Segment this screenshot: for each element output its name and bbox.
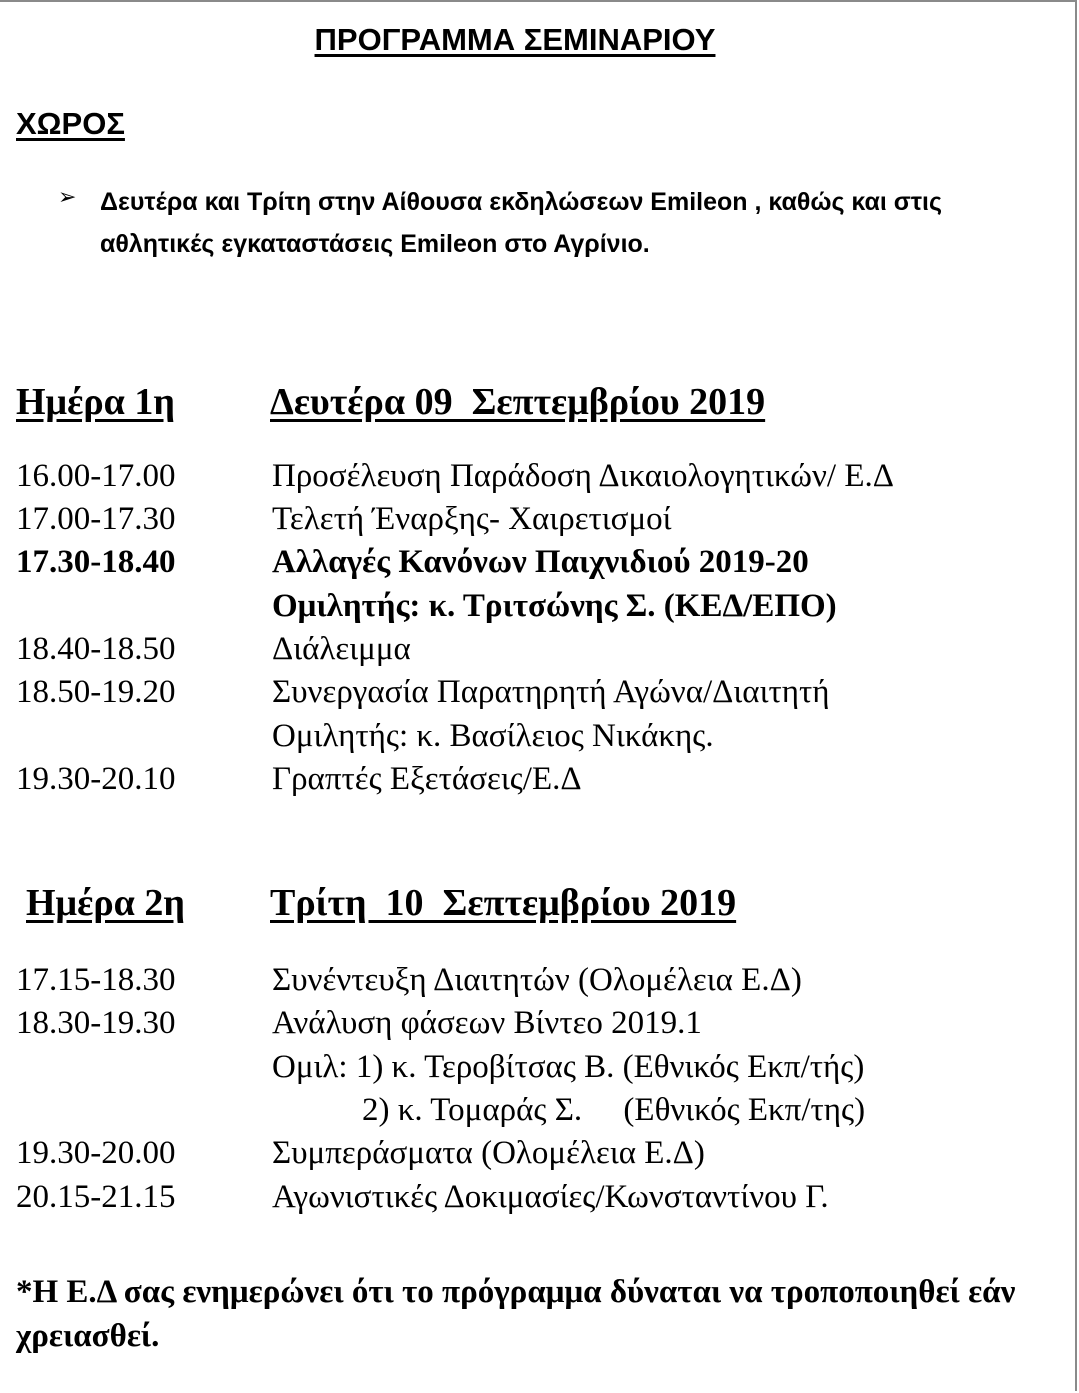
bullet-arrow-icon: ➢ [58,184,77,209]
schedule-item: Ανάλυση φάσεων Βίντεο 2019.1 [272,1005,702,1041]
schedule-time: 17.30-18.40 [16,544,176,580]
venue-text: Δευτέρα και Τρίτη στην Αίθουσα εκδηλώσεων Emileon , καθώς και στις αθλητικές εγκαταστάσεις Emileon στο Αγρίνιο. [100,188,943,258]
day1-date: Δευτέρα 09 Σεπτεμβρίου 2019 [270,381,766,423]
day1-label: Ημέρα 1η [16,381,175,423]
schedule-item: Προσέλευση Παράδοση Δικαιολογητικών/ Ε.Δ [272,458,894,494]
schedule-item: Διάλειμμα [272,631,411,667]
schedule-time: 16.00-17.00 [16,458,176,494]
schedule-time: 17.00-17.30 [16,501,176,537]
schedule-time: 18.40-18.50 [16,631,176,667]
schedule-time: 18.50-19.20 [16,674,176,710]
schedule-speaker: Ομιλητής: κ. Βασίλειος Νικάκης. [272,718,714,754]
day2-label: Ημέρα 2η [26,882,185,924]
schedule-item: Συμπεράσματα (Ολομέλεια Ε.Δ) [272,1135,705,1171]
schedule-item: Αλλαγές Κανόνων Παιχνιδιού 2019-20 [272,544,809,580]
schedule-item: Συνεργασία Παρατηρητή Αγώνα/Διαιτητή [272,674,830,710]
page-title: ΠΡΟΓΡΑΜΜΑ ΣΕΜΙΝΑΡΙΟΥ [314,22,716,57]
schedule-item: Τελετή Έναρξης- Χαιρετισμοί [272,501,672,537]
schedule-time: 20.15-21.15 [16,1179,176,1215]
schedule-item: Γραπτές Εξετάσεις/Ε.Δ [272,761,582,797]
schedule-time: 18.30-19.30 [16,1005,176,1041]
schedule-speaker: 2) κ. Τομαράς Σ. (Εθνικός Εκπ/της) [362,1092,866,1128]
schedule-item: Συνέντευξη Διαιτητών (Ολομέλεια Ε.Δ) [272,962,802,998]
schedule-item: Αγωνιστικές Δοκιμασίες/Κωνσταντίνου Γ. [272,1179,829,1215]
venue-heading: ΧΩΡΟΣ [16,106,125,141]
schedule-time: 19.30-20.00 [16,1135,176,1171]
schedule-speaker: Ομιλητής: κ. Τριτσώνης Σ. (ΚΕΔ/ΕΠΟ) [272,588,837,624]
footnote: *Η Ε.Δ σας ενημερώνει ότι το πρόγραμμα δύναται να τροποποιηθεί εάν χρειασθεί. [16,1274,1016,1354]
day2-date: Τρίτη 10 Σεπτεμβρίου 2019 [270,882,737,924]
schedule-speaker: Ομιλ: 1) κ. Τεροβίτσας Β. (Εθνικός Εκπ/τής) [272,1049,865,1085]
schedule-time: 17.15-18.30 [16,962,176,998]
schedule-time: 19.30-20.10 [16,761,176,797]
